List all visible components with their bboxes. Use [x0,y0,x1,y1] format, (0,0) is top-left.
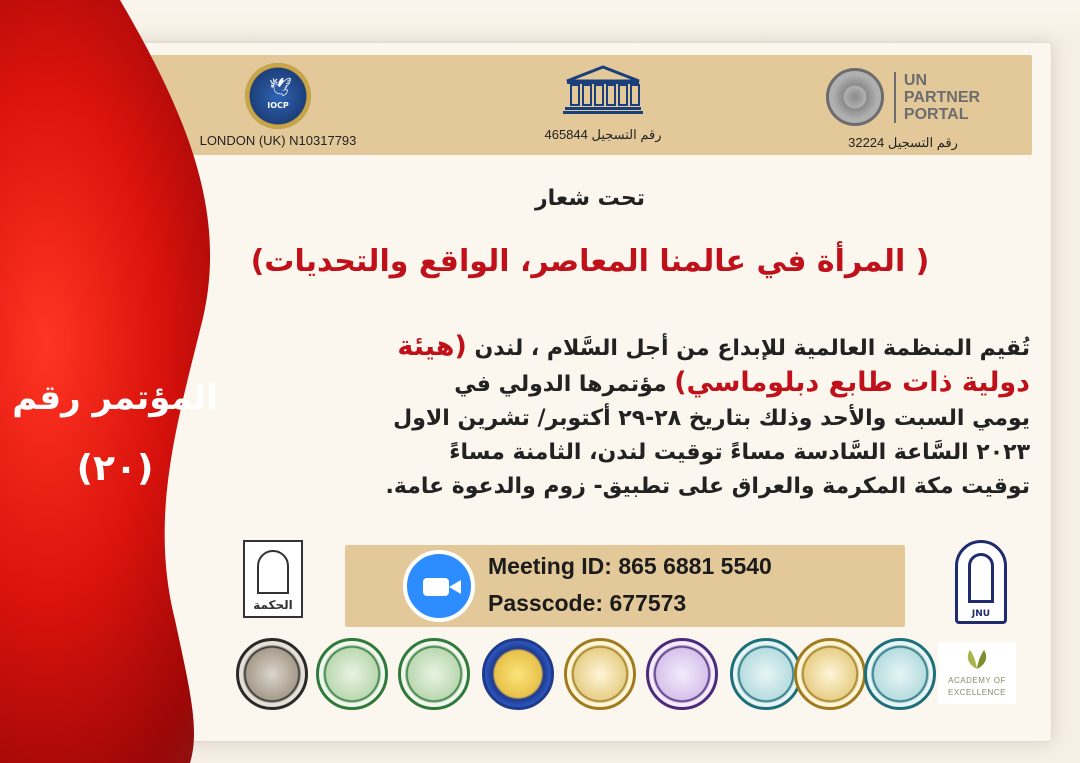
university-seal-1 [236,638,308,710]
unesco-logo-block [503,63,703,143]
zoom-icon [403,550,475,622]
conference-theme: ( المرأة في عالمنا المعاصر، الواقع والتحديات) [250,244,930,279]
university-seal-3 [398,638,470,710]
paragraph-line2-text: مؤتمرها الدولي في [454,372,675,397]
un-text-line3: PORTAL [903,105,969,123]
university-seal-8 [794,638,866,710]
conference-number: (٢٠) [76,448,154,489]
iocp-registration: LONDON (UK) N10317793 [199,133,357,148]
un-text-line1: UN [903,71,928,89]
partner-logos-row [236,636,1016,712]
university-seal-2 [316,638,388,710]
paragraph-line1-red: (هيئة [397,331,467,362]
paragraph-line2-red: دولية ذات طابع دبلوماسي) [674,367,1030,398]
university-seal-9 [864,638,936,710]
academy-line2: EXCELLENCE [948,688,1006,697]
paragraph-line1-text: تُقيم المنظمة العالمية للإبداع من أجل السَّلام ، لندن [466,336,1030,361]
university-seal-5 [564,638,636,710]
dove-icon: 🕊 [269,77,292,98]
slogan-heading: تحت شعار [534,186,646,211]
jnu-logo-text: JNU [971,609,991,619]
top-strip [0,0,1080,42]
paragraph-line3: يومي السبت والأحد وذلك بتاريخ ٢٨-٢٩ أكتوبر/ تشرين الاول [393,406,1030,431]
meeting-passcode: Passcode: 677573 [488,590,687,616]
unesco-registration: رقم التسجيل 465844 [544,127,662,142]
university-seal-6 [646,638,718,710]
un-partner-portal-text [894,72,980,123]
academy-of-excellence-logo [938,642,1016,704]
un-registration: رقم التسجيل 32224 [848,135,958,150]
un-text-line2: PARTNER [903,88,981,106]
jnu-arch-icon [968,553,994,603]
academy-line1: ACADEMY OF [948,676,1006,685]
leaf-icon [964,648,990,670]
hikma-logo-text: الحكمة [253,598,293,612]
un-emblem-icon [826,68,884,126]
meeting-info-band [345,545,905,627]
university-seal-7 [730,638,802,710]
conference-label: المؤتمر رقم [12,378,218,418]
arch-icon [257,550,289,594]
paragraph-line4: ٢٠٢٣ السَّاعة السَّادسة مساءً توقيت لندن، الثامنة مساءً [449,440,1030,465]
iocp-logo-text: IOCP [267,101,289,110]
iocp-logo [245,63,311,129]
paragraph-line5: توقيت مكة المكرمة والعراق على تطبيق- زوم والدعوة عامة. [385,474,1030,499]
iocp-logo-block [178,63,378,148]
paragraph-line2 [250,366,1030,402]
university-seal-4 [482,638,554,710]
header-logo-band [148,55,1032,155]
meeting-id: Meeting ID: 865 6881 5540 [488,553,772,579]
invitation-paragraph [250,330,1030,504]
jnu-logo [955,540,1007,624]
unesco-logo-icon [563,65,643,115]
un-partner-portal-block [788,63,1018,151]
paragraph-line1 [250,330,1030,366]
hikma-logo [243,540,303,618]
